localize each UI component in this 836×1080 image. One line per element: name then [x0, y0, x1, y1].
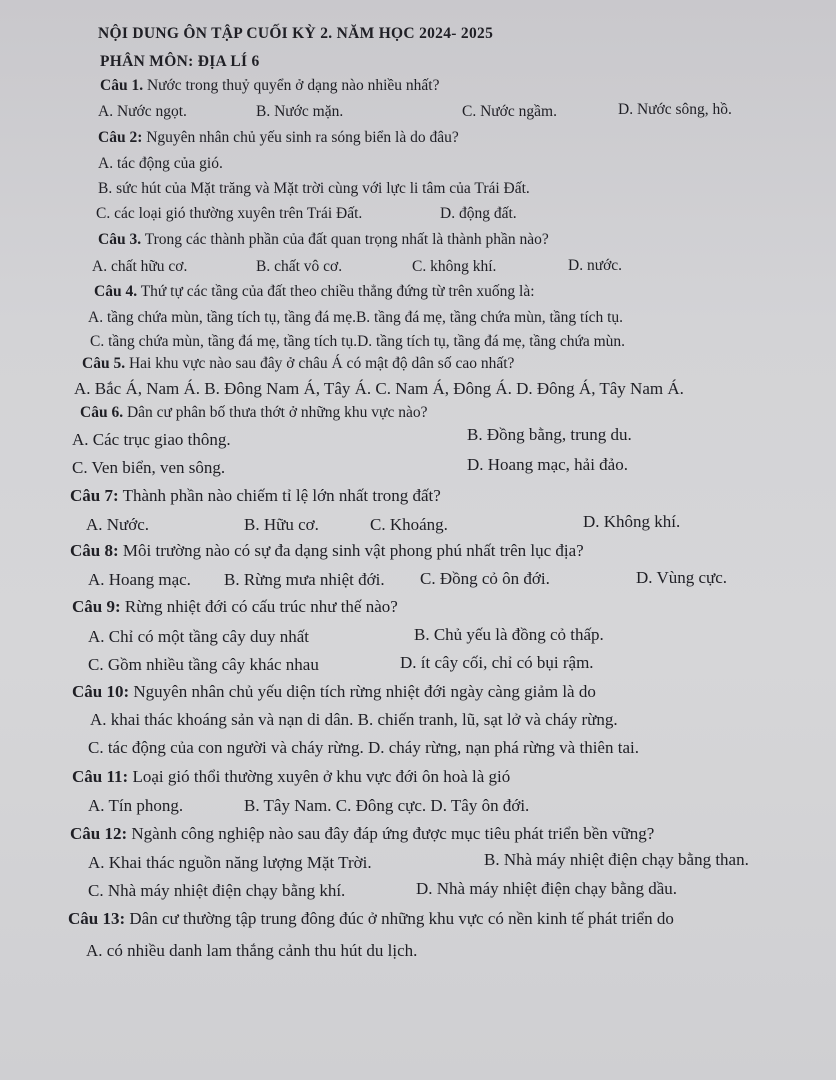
- option-6c: C. Ven biển, ven sông.: [72, 458, 226, 477]
- question-text: Dân cư phân bố thưa thớt ở những khu vực nào?: [126, 404, 428, 421]
- question-text: Loại gió thổi thường xuyên ở khu vực đới ôn hoà là gió: [132, 767, 511, 786]
- option-7a: A. Nước.: [86, 515, 150, 534]
- question-3: [98, 232, 549, 248]
- option-3b: B. chất vô cơ.: [256, 258, 343, 275]
- option-6b: B. Đồng bằng, trung du.: [467, 425, 632, 444]
- question-4: [94, 284, 535, 300]
- document-title: NỘI DUNG ÔN TẬP CUỐI KỲ 2. NĂM HỌC 2024- 2025: [98, 25, 494, 42]
- question-13: [68, 910, 674, 927]
- option-6a: A. Các trục giao thông.: [72, 430, 231, 449]
- question-text: Môi trường nào có sự đa dạng sinh vật phong phú nhất trên lục địa?: [122, 541, 584, 560]
- option-2c: C. các loại gió thường xuyên trên Trái Đất.: [96, 205, 363, 222]
- option-11a: A. Tín phong.: [88, 796, 184, 815]
- question-6: [80, 405, 427, 421]
- option-6d: D. Hoang mạc, hải đảo.: [467, 455, 628, 474]
- question-label: Câu 13:: [68, 909, 126, 928]
- option-7d: D. Không khí.: [583, 512, 681, 531]
- question-9: [72, 598, 398, 615]
- option-11-rest: B. Tây Nam. C. Đông cực. D. Tây ôn đới.: [244, 796, 530, 815]
- option-1b: B. Nước mặn.: [256, 103, 344, 120]
- question-2: [98, 130, 459, 146]
- option-3a: A. chất hữu cơ.: [92, 258, 188, 275]
- question-label: Câu 11:: [72, 767, 129, 786]
- question-1: [100, 78, 440, 94]
- question-11: [72, 768, 510, 785]
- question-label: Câu 8:: [70, 541, 119, 560]
- option-10-line1: A. khai thác khoáng sản và nạn di dân. B. chiến tranh, lũ, sạt lở và cháy rừng.: [90, 710, 618, 729]
- question-8: [70, 542, 584, 559]
- question-10: [72, 683, 596, 700]
- option-12c: C. Nhà máy nhiệt điện chạy bằng khí.: [88, 881, 346, 900]
- question-7: [70, 487, 441, 504]
- question-text: Nước trong thuỷ quyển ở dạng nào nhiều nhất?: [146, 77, 440, 94]
- option-2d: D. động đất.: [440, 205, 517, 222]
- option-3c: C. không khí.: [412, 258, 497, 275]
- question-text: Nguyên nhân chủ yếu diện tích rừng nhiệt đới ngày càng giảm là do: [133, 682, 596, 701]
- option-7b: B. Hữu cơ.: [244, 515, 319, 534]
- option-9b: B. Chủ yếu là đồng cỏ thấp.: [414, 625, 604, 644]
- question-label: Câu 5.: [82, 355, 126, 372]
- question-label: Câu 7:: [70, 486, 119, 505]
- option-2a: A. tác động của gió.: [98, 155, 223, 172]
- question-text: Trong các thành phần của đất quan trọng nhất là thành phần nào?: [144, 231, 549, 248]
- question-label: Câu 4.: [94, 283, 138, 300]
- question-text: Hai khu vực nào sau đây ở châu Á có mật độ dân số cao nhất?: [128, 355, 515, 372]
- option-1d: D. Nước sông, hồ.: [618, 101, 732, 118]
- question-text: Thứ tự các tầng của đất theo chiều thẳng đứng từ trên xuống là:: [140, 283, 535, 300]
- question-label: Câu 6.: [80, 404, 124, 421]
- option-12a: A. Khai thác nguồn năng lượng Mặt Trời.: [88, 853, 372, 872]
- question-5: [82, 356, 514, 372]
- option-8b: B. Rừng mưa nhiệt đới.: [224, 570, 385, 589]
- question-label: Câu 9:: [72, 597, 121, 616]
- option-12b: B. Nhà máy nhiệt điện chạy bằng than.: [484, 850, 749, 869]
- question-label: Câu 3.: [98, 231, 142, 248]
- option-8c: C. Đồng cỏ ôn đới.: [420, 569, 550, 588]
- question-label: Câu 12:: [70, 824, 128, 843]
- question-label: Câu 10:: [72, 682, 130, 701]
- option-9c: C. Gồm nhiều tầng cây khác nhau: [88, 655, 319, 674]
- question-text: Ngành công nghiệp nào sau đây đáp ứng được mục tiêu phát triển bền vững?: [131, 824, 655, 843]
- question-text: Rừng nhiệt đới có cấu trúc như thế nào?: [124, 597, 398, 616]
- option-13a: A. có nhiều danh lam thắng cảnh thu hút du lịch.: [86, 941, 418, 960]
- option-12d: D. Nhà máy nhiệt điện chạy bằng dầu.: [416, 879, 678, 898]
- option-2b: B. sức hút của Mặt trăng và Mặt trời cùng với lực li tâm của Trái Đất.: [98, 180, 530, 197]
- option-3d: D. nước.: [568, 257, 623, 274]
- subject-title: PHÂN MÔN: ĐỊA LÍ 6: [100, 53, 260, 70]
- option-1a: A. Nước ngọt.: [98, 103, 187, 120]
- question-text: Dân cư thường tập trung đông đúc ở những khu vực có nền kinh tế phát triển do: [129, 909, 674, 928]
- option-5-line: A. Bắc Á, Nam Á. B. Đông Nam Á, Tây Á. C. Nam Á, Đông Á. D. Đông Á, Tây Nam Á.: [74, 379, 684, 398]
- question-text: Nguyên nhân chủ yếu sinh ra sóng biển là do đâu?: [146, 129, 459, 146]
- option-7c: C. Khoáng.: [370, 515, 448, 534]
- option-8a: A. Hoang mạc.: [88, 570, 191, 589]
- question-label: Câu 2:: [98, 129, 143, 146]
- question-12: [70, 825, 654, 842]
- question-label: Câu 1.: [100, 77, 144, 94]
- option-9d: D. ít cây cối, chỉ có bụi rậm.: [400, 653, 594, 672]
- option-8d: D. Vùng cực.: [636, 568, 728, 587]
- option-9a: A. Chỉ có một tầng cây duy nhất: [88, 627, 309, 646]
- option-4-line2: C. tầng chứa mùn, tầng đá mẹ, tầng tích tụ.D. tầng tích tụ, tầng đá mẹ, tầng chứa mùn.: [90, 333, 626, 350]
- option-1c: C. Nước ngầm.: [462, 103, 557, 120]
- question-text: Thành phần nào chiếm tỉ lệ lớn nhất trong đất?: [122, 486, 441, 505]
- option-10-line2: C. tác động của con người và cháy rừng. D. cháy rừng, nạn phá rừng và thiên tai.: [88, 738, 639, 757]
- option-4-line1: A. tầng chứa mùn, tầng tích tụ, tầng đá mẹ.B. tầng đá mẹ, tầng chứa mùn, tầng tích tụ.: [88, 309, 624, 326]
